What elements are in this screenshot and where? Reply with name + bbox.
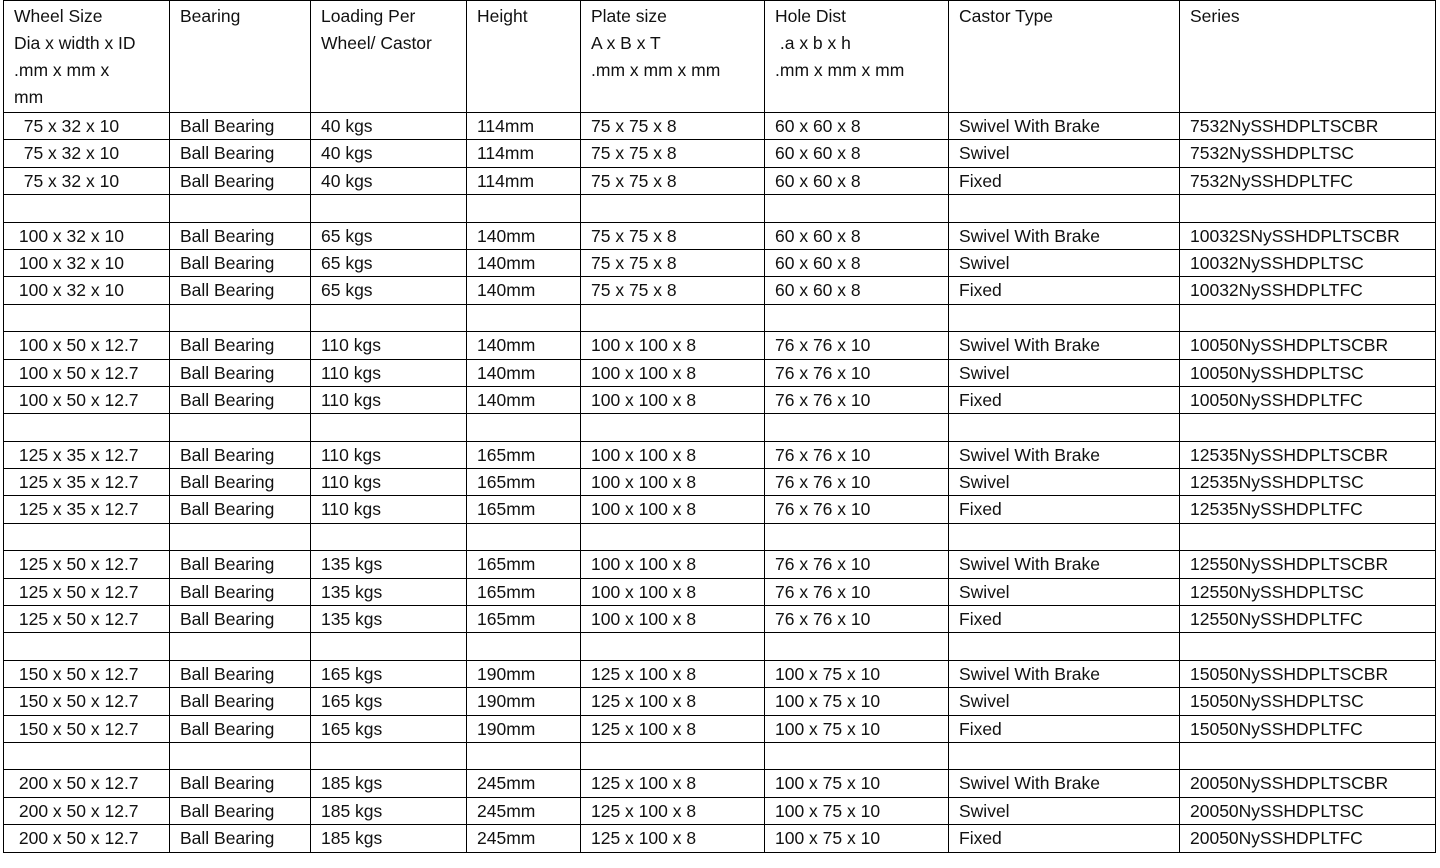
cell-hole-dist: 76 x 76 x 10 xyxy=(765,578,949,605)
cell-plate-size: 100 x 100 x 8 xyxy=(581,496,765,523)
table-body xyxy=(4,113,1436,853)
empty-cell xyxy=(765,633,949,660)
table-row xyxy=(4,277,1436,304)
spacer-row xyxy=(4,633,1436,660)
empty-cell xyxy=(581,304,765,331)
table-row xyxy=(4,222,1436,249)
empty-cell xyxy=(4,195,170,222)
table-row xyxy=(4,578,1436,605)
cell-height: 140mm xyxy=(467,277,581,304)
cell-bearing: Ball Bearing xyxy=(170,825,311,852)
cell-series: 12550NySSHDPLTSC xyxy=(1180,578,1436,605)
cell-bearing: Ball Bearing xyxy=(170,770,311,797)
empty-cell xyxy=(1180,414,1436,441)
cell-plate-size: 125 x 100 x 8 xyxy=(581,715,765,742)
cell-plate-size: 75 x 75 x 8 xyxy=(581,140,765,167)
table-row xyxy=(4,359,1436,386)
cell-loading: 135 kgs xyxy=(311,551,467,578)
table-row xyxy=(4,496,1436,523)
empty-cell xyxy=(765,742,949,769)
cell-plate-size: 125 x 100 x 8 xyxy=(581,770,765,797)
header-hole-dist xyxy=(765,1,949,113)
cell-height: 245mm xyxy=(467,770,581,797)
cell-castor-type: Swivel With Brake xyxy=(949,222,1180,249)
cell-castor-type: Swivel With Brake xyxy=(949,551,1180,578)
cell-plate-size: 125 x 100 x 8 xyxy=(581,688,765,715)
cell-hole-dist: 76 x 76 x 10 xyxy=(765,332,949,359)
cell-bearing: Ball Bearing xyxy=(170,469,311,496)
cell-height: 114mm xyxy=(467,167,581,194)
header-series xyxy=(1180,1,1436,113)
empty-cell xyxy=(1180,742,1436,769)
cell-hole-dist: 100 x 75 x 10 xyxy=(765,797,949,824)
spacer-row xyxy=(4,523,1436,550)
cell-wheel-size: 125 x 35 x 12.7 xyxy=(4,469,170,496)
cell-hole-dist: 100 x 75 x 10 xyxy=(765,688,949,715)
cell-hole-dist: 76 x 76 x 10 xyxy=(765,551,949,578)
cell-series: 20050NySSHDPLTFC xyxy=(1180,825,1436,852)
cell-castor-type: Fixed xyxy=(949,386,1180,413)
cell-loading: 165 kgs xyxy=(311,660,467,687)
cell-bearing: Ball Bearing xyxy=(170,140,311,167)
cell-series: 7532NySSHDPLTSCBR xyxy=(1180,113,1436,140)
cell-loading: 110 kgs xyxy=(311,332,467,359)
cell-loading: 135 kgs xyxy=(311,578,467,605)
cell-castor-type: Swivel xyxy=(949,359,1180,386)
cell-castor-type: Swivel With Brake xyxy=(949,113,1180,140)
empty-cell xyxy=(170,633,311,660)
cell-loading: 165 kgs xyxy=(311,715,467,742)
cell-series: 10032NySSHDPLTSC xyxy=(1180,249,1436,276)
cell-wheel-size: 125 x 50 x 12.7 xyxy=(4,551,170,578)
empty-cell xyxy=(581,742,765,769)
cell-series: 12535NySSHDPLTSCBR xyxy=(1180,441,1436,468)
table-row xyxy=(4,688,1436,715)
cell-loading: 65 kgs xyxy=(311,277,467,304)
cell-hole-dist: 76 x 76 x 10 xyxy=(765,441,949,468)
cell-loading: 165 kgs xyxy=(311,688,467,715)
cell-series: 7532NySSHDPLTSC xyxy=(1180,140,1436,167)
cell-bearing: Ball Bearing xyxy=(170,606,311,633)
cell-castor-type: Fixed xyxy=(949,167,1180,194)
empty-cell xyxy=(467,523,581,550)
cell-plate-size: 100 x 100 x 8 xyxy=(581,606,765,633)
header-castor-type xyxy=(949,1,1180,113)
cell-series: 10032NySSHDPLTFC xyxy=(1180,277,1436,304)
cell-height: 140mm xyxy=(467,222,581,249)
header-line: Plate size xyxy=(591,6,667,26)
cell-bearing: Ball Bearing xyxy=(170,551,311,578)
table-row xyxy=(4,441,1436,468)
cell-series: 12550NySSHDPLTFC xyxy=(1180,606,1436,633)
cell-bearing: Ball Bearing xyxy=(170,167,311,194)
empty-cell xyxy=(4,742,170,769)
cell-bearing: Ball Bearing xyxy=(170,277,311,304)
cell-hole-dist: 76 x 76 x 10 xyxy=(765,359,949,386)
cell-bearing: Ball Bearing xyxy=(170,578,311,605)
cell-series: 12535NySSHDPLTSC xyxy=(1180,469,1436,496)
table-row xyxy=(4,797,1436,824)
empty-cell xyxy=(4,633,170,660)
cell-height: 245mm xyxy=(467,797,581,824)
header-line: .mm x mm x mm xyxy=(775,60,905,80)
cell-bearing: Ball Bearing xyxy=(170,660,311,687)
cell-bearing: Ball Bearing xyxy=(170,359,311,386)
spacer-row xyxy=(4,304,1436,331)
empty-cell xyxy=(4,523,170,550)
cell-castor-type: Swivel With Brake xyxy=(949,770,1180,797)
cell-height: 190mm xyxy=(467,688,581,715)
empty-cell xyxy=(467,742,581,769)
empty-cell xyxy=(170,742,311,769)
cell-castor-type: Fixed xyxy=(949,825,1180,852)
table-header-row xyxy=(4,1,1436,113)
empty-cell xyxy=(949,414,1180,441)
cell-castor-type: Fixed xyxy=(949,277,1180,304)
table-row xyxy=(4,715,1436,742)
empty-cell xyxy=(1180,304,1436,331)
header-line: .mm x mm x mm xyxy=(591,60,721,80)
cell-height: 190mm xyxy=(467,660,581,687)
cell-plate-size: 100 x 100 x 8 xyxy=(581,359,765,386)
cell-hole-dist: 100 x 75 x 10 xyxy=(765,660,949,687)
castor-spec-table xyxy=(3,0,1436,853)
cell-series: 20050NySSHDPLTSC xyxy=(1180,797,1436,824)
header-line: Bearing xyxy=(180,6,241,26)
cell-plate-size: 75 x 75 x 8 xyxy=(581,113,765,140)
cell-hole-dist: 100 x 75 x 10 xyxy=(765,715,949,742)
empty-cell xyxy=(467,633,581,660)
cell-bearing: Ball Bearing xyxy=(170,715,311,742)
cell-castor-type: Fixed xyxy=(949,606,1180,633)
cell-wheel-size: 125 x 50 x 12.7 xyxy=(4,578,170,605)
table-row xyxy=(4,249,1436,276)
cell-series: 10050NySSHDPLTFC xyxy=(1180,386,1436,413)
cell-plate-size: 100 x 100 x 8 xyxy=(581,469,765,496)
table-row xyxy=(4,469,1436,496)
cell-hole-dist: 100 x 75 x 10 xyxy=(765,825,949,852)
table-row xyxy=(4,551,1436,578)
cell-wheel-size: 100 x 50 x 12.7 xyxy=(4,386,170,413)
cell-wheel-size: 125 x 50 x 12.7 xyxy=(4,606,170,633)
header-line: Hole Dist xyxy=(775,6,846,26)
empty-cell xyxy=(4,304,170,331)
empty-cell xyxy=(765,414,949,441)
cell-wheel-size: 200 x 50 x 12.7 xyxy=(4,825,170,852)
empty-cell xyxy=(765,523,949,550)
cell-bearing: Ball Bearing xyxy=(170,797,311,824)
cell-hole-dist: 60 x 60 x 8 xyxy=(765,140,949,167)
cell-wheel-size: 200 x 50 x 12.7 xyxy=(4,770,170,797)
cell-plate-size: 75 x 75 x 8 xyxy=(581,249,765,276)
header-bearing xyxy=(170,1,311,113)
cell-hole-dist: 76 x 76 x 10 xyxy=(765,496,949,523)
empty-cell xyxy=(1180,523,1436,550)
empty-cell xyxy=(581,523,765,550)
cell-loading: 40 kgs xyxy=(311,167,467,194)
cell-plate-size: 100 x 100 x 8 xyxy=(581,386,765,413)
empty-cell xyxy=(311,742,467,769)
cell-bearing: Ball Bearing xyxy=(170,441,311,468)
cell-wheel-size: 150 x 50 x 12.7 xyxy=(4,688,170,715)
cell-plate-size: 100 x 100 x 8 xyxy=(581,441,765,468)
cell-loading: 110 kgs xyxy=(311,386,467,413)
cell-hole-dist: 76 x 76 x 10 xyxy=(765,386,949,413)
cell-loading: 185 kgs xyxy=(311,770,467,797)
cell-height: 165mm xyxy=(467,606,581,633)
cell-hole-dist: 60 x 60 x 8 xyxy=(765,167,949,194)
cell-loading: 110 kgs xyxy=(311,469,467,496)
cell-series: 15050NySSHDPLTFC xyxy=(1180,715,1436,742)
header-plate-size xyxy=(581,1,765,113)
cell-series: 7532NySSHDPLTFC xyxy=(1180,167,1436,194)
table-row xyxy=(4,140,1436,167)
empty-cell xyxy=(170,304,311,331)
cell-hole-dist: 76 x 76 x 10 xyxy=(765,469,949,496)
cell-height: 165mm xyxy=(467,496,581,523)
empty-cell xyxy=(170,523,311,550)
cell-plate-size: 100 x 100 x 8 xyxy=(581,578,765,605)
cell-wheel-size: 75 x 32 x 10 xyxy=(4,113,170,140)
cell-wheel-size: 100 x 50 x 12.7 xyxy=(4,332,170,359)
header-line: mm xyxy=(14,87,44,107)
empty-cell xyxy=(581,195,765,222)
cell-loading: 135 kgs xyxy=(311,606,467,633)
header-line: A x B x T xyxy=(591,33,661,53)
header-line: Castor Type xyxy=(959,6,1054,26)
cell-hole-dist: 60 x 60 x 8 xyxy=(765,222,949,249)
header-line: Wheel Size xyxy=(14,6,103,26)
cell-series: 10032SNySSHDPLTSCBR xyxy=(1180,222,1436,249)
header-line: .a x b x h xyxy=(775,33,851,53)
cell-loading: 185 kgs xyxy=(311,825,467,852)
empty-cell xyxy=(311,523,467,550)
cell-loading: 40 kgs xyxy=(311,113,467,140)
cell-wheel-size: 100 x 32 x 10 xyxy=(4,222,170,249)
cell-loading: 110 kgs xyxy=(311,359,467,386)
cell-height: 140mm xyxy=(467,249,581,276)
cell-series: 10050NySSHDPLTSC xyxy=(1180,359,1436,386)
empty-cell xyxy=(765,195,949,222)
cell-bearing: Ball Bearing xyxy=(170,386,311,413)
table-row xyxy=(4,386,1436,413)
table-row xyxy=(4,770,1436,797)
spacer-row xyxy=(4,195,1436,222)
cell-plate-size: 75 x 75 x 8 xyxy=(581,277,765,304)
cell-bearing: Ball Bearing xyxy=(170,688,311,715)
cell-wheel-size: 100 x 50 x 12.7 xyxy=(4,359,170,386)
cell-height: 140mm xyxy=(467,332,581,359)
cell-castor-type: Swivel xyxy=(949,797,1180,824)
empty-cell xyxy=(581,633,765,660)
spacer-row xyxy=(4,742,1436,769)
empty-cell xyxy=(1180,195,1436,222)
cell-wheel-size: 150 x 50 x 12.7 xyxy=(4,715,170,742)
cell-bearing: Ball Bearing xyxy=(170,332,311,359)
cell-plate-size: 125 x 100 x 8 xyxy=(581,825,765,852)
header-line: .mm x mm x xyxy=(14,60,110,80)
cell-castor-type: Swivel xyxy=(949,140,1180,167)
cell-height: 140mm xyxy=(467,359,581,386)
cell-wheel-size: 125 x 35 x 12.7 xyxy=(4,496,170,523)
cell-height: 114mm xyxy=(467,113,581,140)
cell-wheel-size: 75 x 32 x 10 xyxy=(4,140,170,167)
cell-wheel-size: 200 x 50 x 12.7 xyxy=(4,797,170,824)
empty-cell xyxy=(311,304,467,331)
empty-cell xyxy=(170,195,311,222)
cell-height: 165mm xyxy=(467,551,581,578)
empty-cell xyxy=(311,633,467,660)
header-wheel-size xyxy=(4,1,170,113)
cell-hole-dist: 60 x 60 x 8 xyxy=(765,249,949,276)
cell-height: 140mm xyxy=(467,386,581,413)
cell-hole-dist: 76 x 76 x 10 xyxy=(765,606,949,633)
cell-loading: 110 kgs xyxy=(311,496,467,523)
empty-cell xyxy=(949,742,1180,769)
cell-loading: 40 kgs xyxy=(311,140,467,167)
table-row xyxy=(4,606,1436,633)
cell-height: 190mm xyxy=(467,715,581,742)
header-line: Wheel/ Castor xyxy=(321,33,432,53)
cell-bearing: Ball Bearing xyxy=(170,249,311,276)
header-line: Loading Per xyxy=(321,6,416,26)
cell-series: 15050NySSHDPLTSCBR xyxy=(1180,660,1436,687)
table-row xyxy=(4,167,1436,194)
cell-wheel-size: 100 x 32 x 10 xyxy=(4,277,170,304)
cell-plate-size: 75 x 75 x 8 xyxy=(581,222,765,249)
cell-height: 114mm xyxy=(467,140,581,167)
cell-castor-type: Swivel xyxy=(949,249,1180,276)
cell-wheel-size: 150 x 50 x 12.7 xyxy=(4,660,170,687)
cell-castor-type: Swivel xyxy=(949,469,1180,496)
header-height xyxy=(467,1,581,113)
cell-wheel-size: 125 x 35 x 12.7 xyxy=(4,441,170,468)
header-line: Height xyxy=(477,6,528,26)
cell-series: 15050NySSHDPLTSC xyxy=(1180,688,1436,715)
empty-cell xyxy=(581,414,765,441)
cell-bearing: Ball Bearing xyxy=(170,496,311,523)
empty-cell xyxy=(4,414,170,441)
cell-series: 12550NySSHDPLTSCBR xyxy=(1180,551,1436,578)
cell-height: 165mm xyxy=(467,441,581,468)
empty-cell xyxy=(949,633,1180,660)
empty-cell xyxy=(170,414,311,441)
cell-plate-size: 100 x 100 x 8 xyxy=(581,551,765,578)
cell-castor-type: Swivel With Brake xyxy=(949,660,1180,687)
empty-cell xyxy=(1180,633,1436,660)
cell-castor-type: Swivel With Brake xyxy=(949,332,1180,359)
table-row xyxy=(4,660,1436,687)
cell-plate-size: 125 x 100 x 8 xyxy=(581,797,765,824)
table-row xyxy=(4,332,1436,359)
cell-loading: 65 kgs xyxy=(311,249,467,276)
cell-height: 245mm xyxy=(467,825,581,852)
empty-cell xyxy=(467,414,581,441)
cell-castor-type: Fixed xyxy=(949,496,1180,523)
header-loading xyxy=(311,1,467,113)
cell-hole-dist: 60 x 60 x 8 xyxy=(765,113,949,140)
cell-castor-type: Swivel With Brake xyxy=(949,441,1180,468)
cell-bearing: Ball Bearing xyxy=(170,222,311,249)
cell-plate-size: 125 x 100 x 8 xyxy=(581,660,765,687)
cell-series: 10050NySSHDPLTSCBR xyxy=(1180,332,1436,359)
table-row xyxy=(4,113,1436,140)
cell-height: 165mm xyxy=(467,578,581,605)
empty-cell xyxy=(949,523,1180,550)
header-line: Dia x width x ID xyxy=(14,33,136,53)
table-row xyxy=(4,825,1436,852)
header-line: Series xyxy=(1190,6,1240,26)
empty-cell xyxy=(765,304,949,331)
cell-series: 12535NySSHDPLTFC xyxy=(1180,496,1436,523)
empty-cell xyxy=(311,195,467,222)
cell-castor-type: Swivel xyxy=(949,578,1180,605)
empty-cell xyxy=(467,195,581,222)
cell-plate-size: 75 x 75 x 8 xyxy=(581,167,765,194)
cell-hole-dist: 60 x 60 x 8 xyxy=(765,277,949,304)
empty-cell xyxy=(467,304,581,331)
cell-hole-dist: 100 x 75 x 10 xyxy=(765,770,949,797)
cell-series: 20050NySSHDPLTSCBR xyxy=(1180,770,1436,797)
cell-castor-type: Fixed xyxy=(949,715,1180,742)
empty-cell xyxy=(949,304,1180,331)
cell-loading: 65 kgs xyxy=(311,222,467,249)
empty-cell xyxy=(949,195,1180,222)
cell-height: 165mm xyxy=(467,469,581,496)
empty-cell xyxy=(311,414,467,441)
cell-loading: 185 kgs xyxy=(311,797,467,824)
cell-wheel-size: 100 x 32 x 10 xyxy=(4,249,170,276)
cell-wheel-size: 75 x 32 x 10 xyxy=(4,167,170,194)
cell-castor-type: Swivel xyxy=(949,688,1180,715)
cell-plate-size: 100 x 100 x 8 xyxy=(581,332,765,359)
cell-loading: 110 kgs xyxy=(311,441,467,468)
spacer-row xyxy=(4,414,1436,441)
cell-bearing: Ball Bearing xyxy=(170,113,311,140)
